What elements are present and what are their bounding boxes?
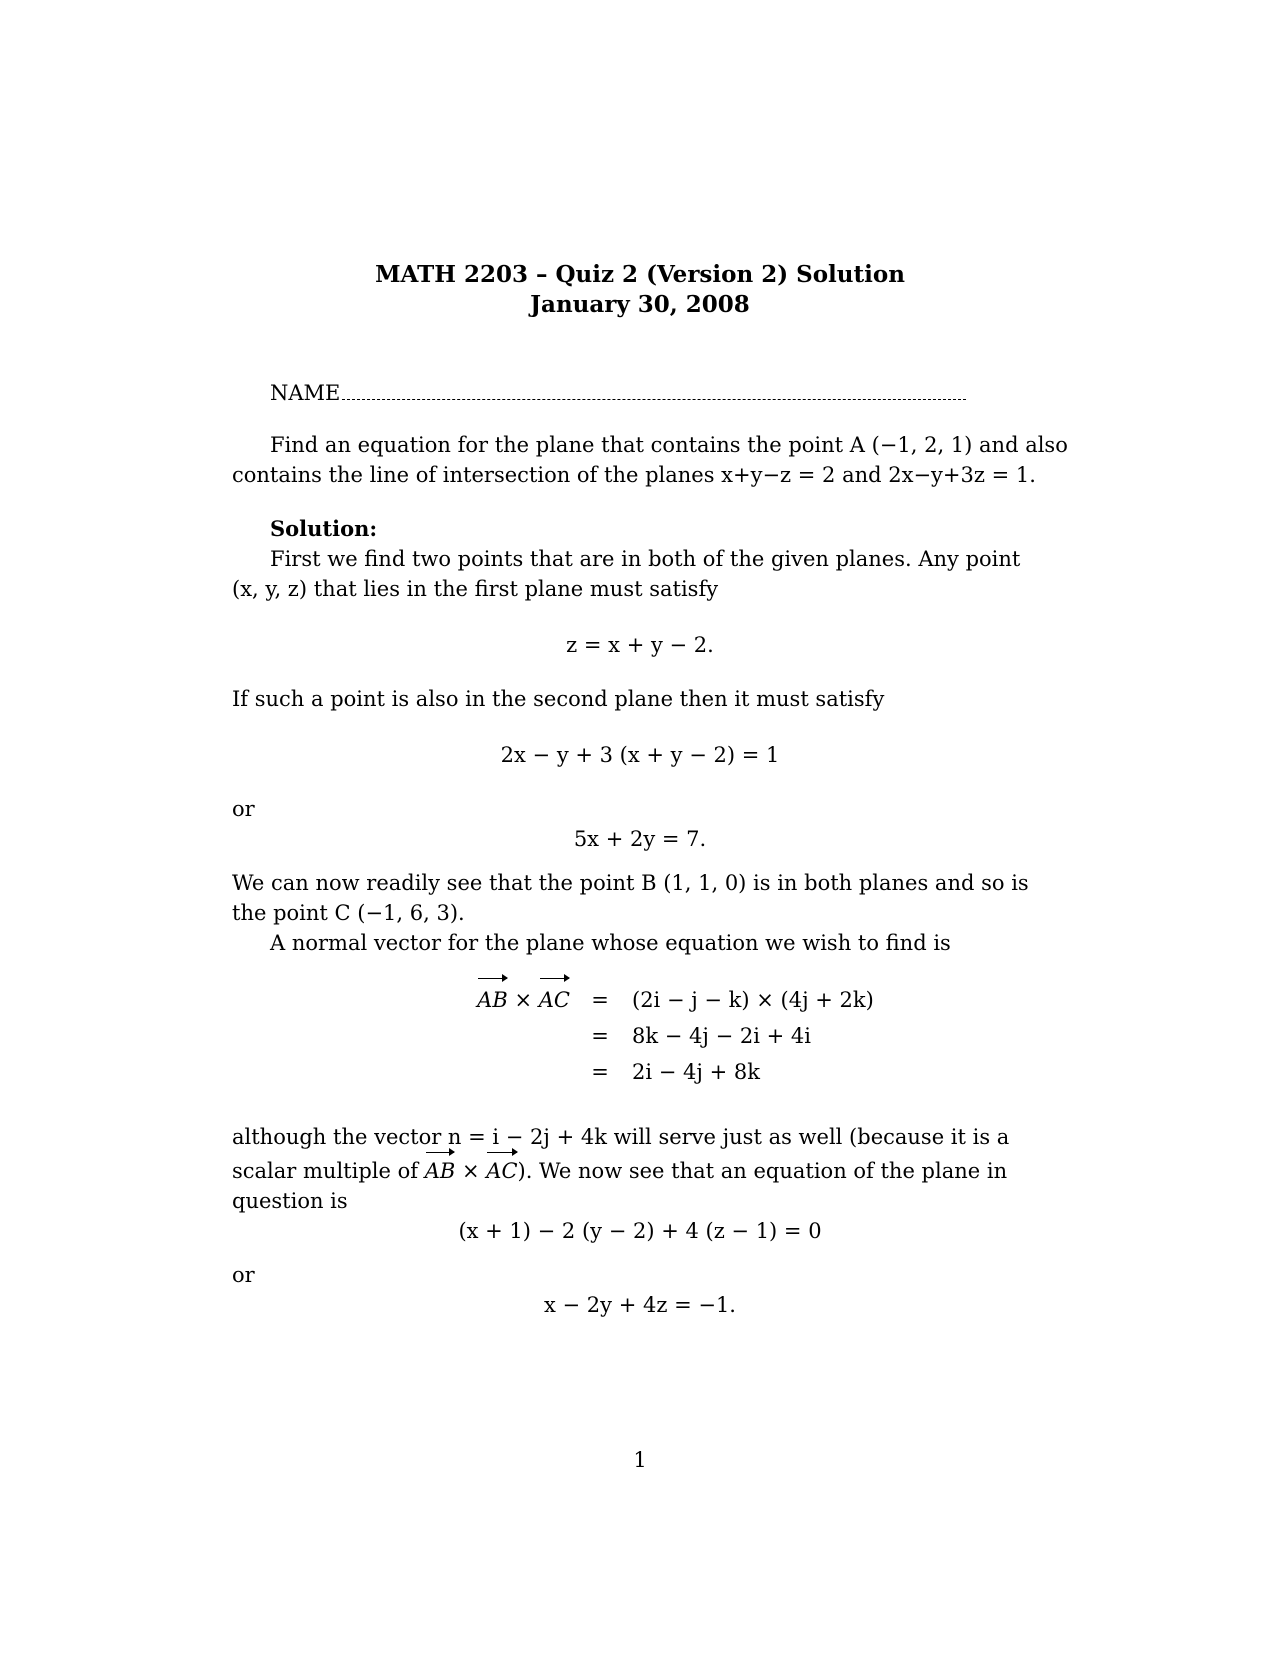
equation-4: (x + 1) − 2 (y − 2) + 4 (z − 1) = 0 <box>458 1219 822 1243</box>
quiz-title: MATH 2203 – Quiz 2 (Version 2) Solution <box>375 261 905 288</box>
quiz-date: January 30, 2008 <box>530 291 750 318</box>
cross-product-row-3 <box>420 1054 880 1090</box>
p5-line-2-post: ). We now see that an equation of the plane in <box>517 1159 1008 1183</box>
times-symbol-inline: × <box>461 1159 480 1183</box>
p5-line-2-pre: scalar multiple of <box>232 1159 418 1183</box>
or-text-2: or <box>232 1263 255 1287</box>
solution-p5-line-2 <box>232 1156 1048 1186</box>
equation-5: x − 2y + 4z = −1. <box>544 1293 736 1317</box>
problem-line-2: contains the line of intersection of the planes x+y−z = 2 and 2x−y+3z = 1. <box>232 463 1036 487</box>
times-symbol: × <box>514 988 533 1012</box>
cross-row-3: 2i − 4j + 8k <box>632 1060 760 1084</box>
solution-p2: If such a point is also in the second plane then it must satisfy <box>232 687 885 711</box>
vector-ac-inline: AC <box>486 1156 517 1186</box>
page-number: 1 <box>633 1448 647 1472</box>
cross-product-lhs <box>420 982 570 1018</box>
cross-product-row-2 <box>420 1018 880 1054</box>
name-field <box>270 378 966 408</box>
equals-sign-1: = <box>591 988 609 1012</box>
solution-p5-line-3: question is <box>232 1189 348 1213</box>
vector-ac: AC <box>539 982 570 1018</box>
vector-ab: AB <box>477 982 508 1018</box>
equation-3: 5x + 2y = 7. <box>573 827 707 851</box>
name-label: NAME <box>270 381 341 405</box>
solution-p3-line-1: We can now readily see that the point B (1, 1, 0) is in both planes and so is <box>232 871 1029 895</box>
problem-line-1: Find an equation for the plane that contains the point A (−1, 2, 1) and also <box>270 433 1068 457</box>
equals-sign-2: = <box>591 1024 609 1048</box>
cross-product-row-1 <box>420 982 880 1018</box>
solution-p5-line-1: although the vector n = i − 2j + 4k will serve just as well (because it is a <box>232 1125 1010 1149</box>
vector-ab-inline: AB <box>425 1156 456 1186</box>
solution-p1-line-2: (x, y, z) that lies in the first plane must satisfy <box>232 577 719 601</box>
cross-row-2: 8k − 4j − 2i + 4i <box>632 1024 811 1048</box>
equation-2: 2x − y + 3 (x + y − 2) = 1 <box>500 743 780 767</box>
solution-heading: Solution: <box>270 516 378 541</box>
name-rule <box>342 381 966 400</box>
or-text-1: or <box>232 797 255 821</box>
solution-p4: A normal vector for the plane whose equation we wish to find is <box>270 931 951 955</box>
equals-sign-3: = <box>591 1060 609 1084</box>
solution-p1-line-1: First we find two points that are in both of the given planes. Any point <box>270 547 1021 571</box>
solution-p3-line-2: the point C (−1, 6, 3). <box>232 901 465 925</box>
equation-1: z = x + y − 2. <box>566 633 714 657</box>
cross-row-1: (2i − j − k) × (4j + 2k) <box>632 988 874 1012</box>
